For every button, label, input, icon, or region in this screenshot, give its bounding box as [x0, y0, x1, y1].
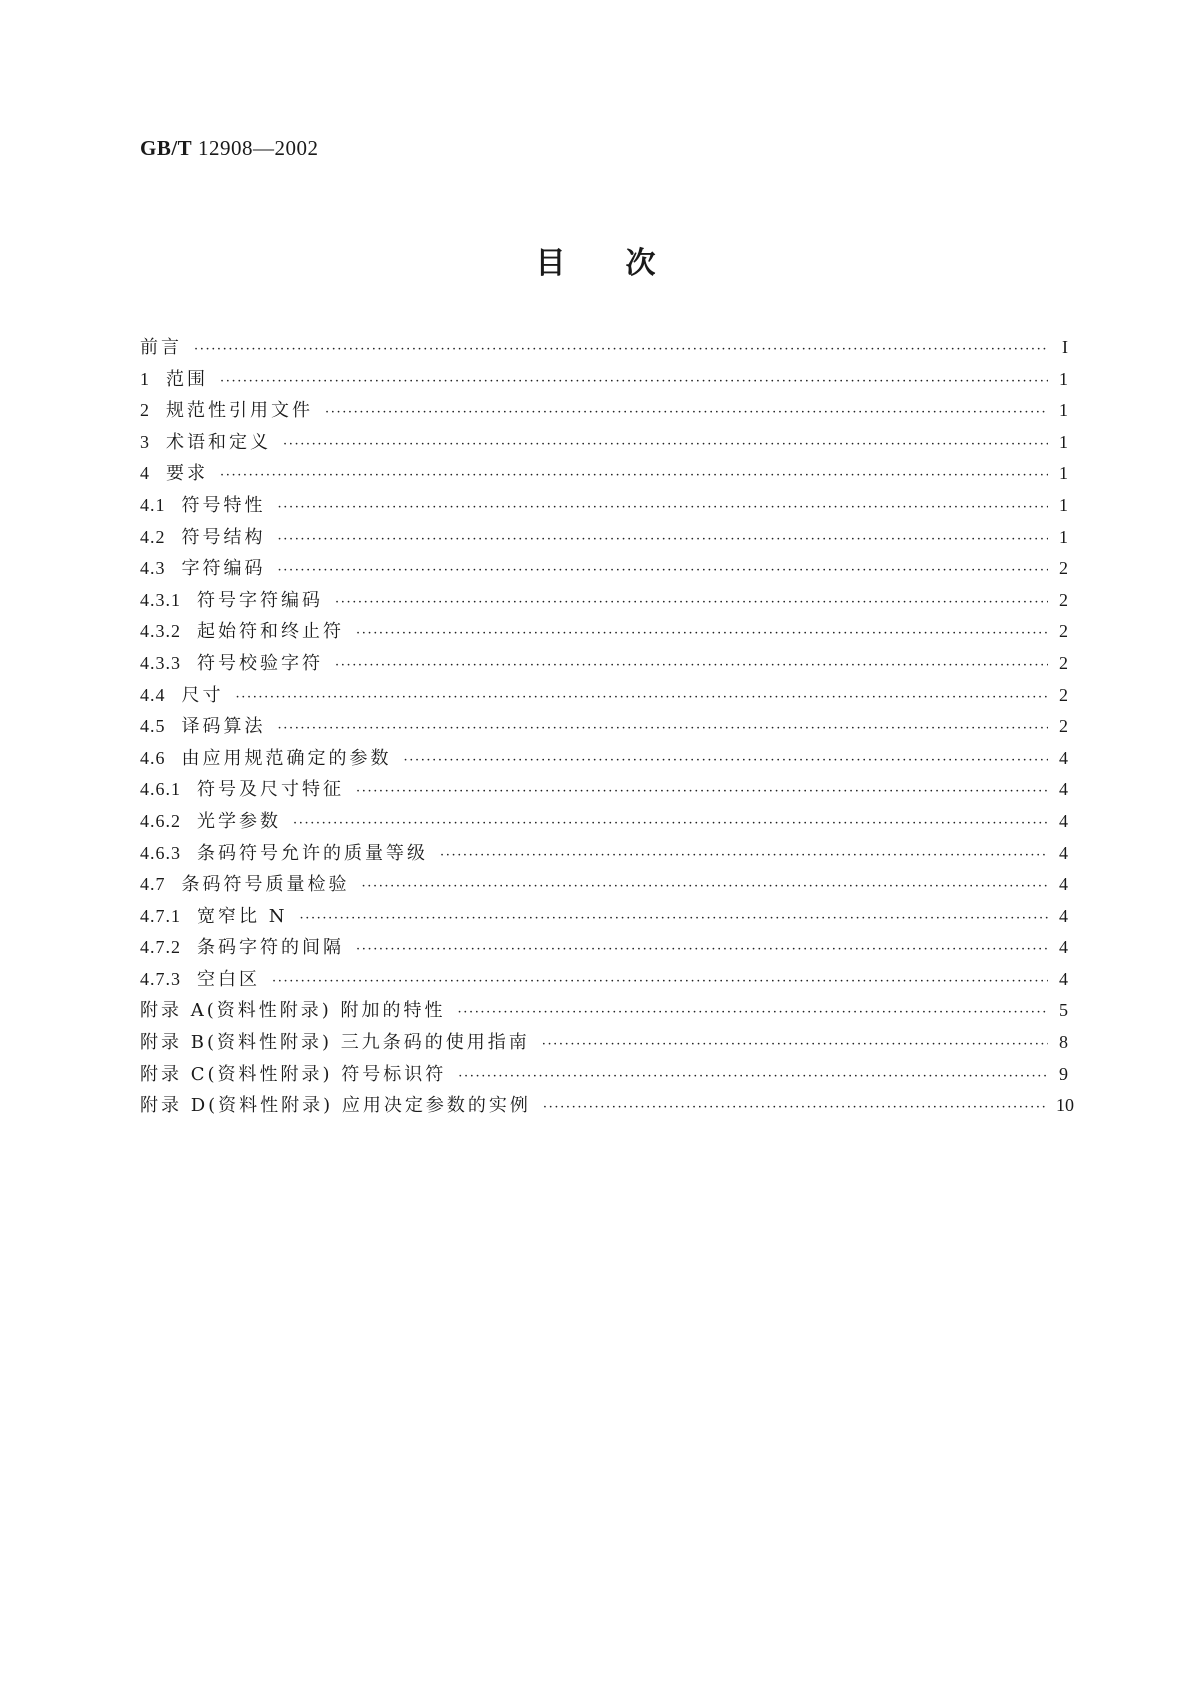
toc-entry-number: 1 — [140, 368, 150, 389]
toc-entry-number: 4.3.1 — [140, 589, 181, 610]
toc-entry-page: 4 — [1059, 968, 1068, 989]
toc-entry-page: 1 — [1059, 463, 1068, 484]
toc-leader-dots — [335, 650, 1048, 682]
toc-entry-label: 附录 D(资料性附录) 应用决定参数的实例 — [140, 1095, 531, 1117]
toc-entry-label: 前言 — [140, 337, 182, 358]
toc-leader-dots — [283, 429, 1048, 461]
toc-entry-label: 附录 C(资料性附录) 符号标识符 — [140, 1063, 447, 1085]
toc-leader-dots — [278, 713, 1049, 745]
toc-leader-dots — [458, 997, 1049, 1029]
toc-entry-number: 4 — [140, 463, 150, 484]
toc-entry — [140, 332, 1068, 364]
toc-entry-page: 4 — [1059, 874, 1068, 895]
toc-leader-dots — [278, 555, 1049, 587]
toc-entry-page: 4 — [1059, 842, 1068, 863]
toc-entry-label: 由应用规范确定的参数 — [181, 747, 392, 769]
toc-entry — [140, 1027, 1068, 1059]
toc-entry — [140, 648, 1068, 680]
toc-entry-page: 1 — [1059, 526, 1068, 547]
toc-entry-page: 10 — [1056, 1095, 1074, 1116]
toc-entry — [140, 743, 1068, 775]
toc-leader-dots — [356, 776, 1048, 808]
toc-entry-page: 1 — [1059, 400, 1068, 421]
toc-entry-label: 条码字符的间隔 — [197, 937, 344, 959]
toc-leader-dots — [278, 492, 1049, 524]
toc-entry-label: 符号字符编码 — [197, 589, 323, 611]
toc-entry — [140, 364, 1068, 396]
toc-leader-dots — [293, 808, 1048, 840]
toc-entry — [140, 1059, 1068, 1091]
toc-leader-dots — [272, 966, 1048, 998]
toc-entry — [140, 774, 1068, 806]
toc-entry-number: 4.7.2 — [140, 937, 181, 958]
toc-entry-page: 4 — [1059, 937, 1068, 958]
toc-leader-dots — [299, 903, 1048, 935]
toc-entry-number: 4.6.2 — [140, 810, 181, 831]
toc-entry — [140, 553, 1068, 585]
toc-entry-number: 4.6.1 — [140, 779, 181, 800]
toc-entry-page: 4 — [1059, 810, 1068, 831]
toc-entry-label: 空白区 — [197, 968, 260, 990]
toc-entry-label: 宽窄比 N — [197, 905, 288, 927]
toc-entry — [140, 490, 1068, 522]
toc-entry — [140, 932, 1068, 964]
toc-entry-number: 4.4 — [140, 684, 166, 705]
toc-entry-label: 符号特性 — [181, 494, 266, 516]
toc-entry — [140, 838, 1068, 870]
toc-entry-page: 8 — [1059, 1032, 1068, 1053]
toc-entry-number: 4.3.2 — [140, 621, 181, 642]
toc-entry-page: 4 — [1059, 905, 1068, 926]
toc-entry-page: 9 — [1059, 1063, 1068, 1084]
toc-entry-label: 要求 — [166, 463, 208, 485]
toc-entry-label: 译码算法 — [181, 716, 266, 738]
toc-entry-page: 2 — [1059, 716, 1068, 737]
toc-entry-label: 字符编码 — [181, 558, 266, 580]
toc-leader-dots — [356, 618, 1048, 650]
toc-entry-label: 起始符和终止符 — [197, 621, 344, 643]
toc-entry-label: 术语和定义 — [166, 431, 271, 453]
toc-entry-label: 条码符号质量检验 — [181, 874, 350, 896]
toc-entry-label: 条码符号允许的质量等级 — [197, 842, 428, 864]
toc-leader-dots — [440, 840, 1048, 872]
toc-entry-label: 附录 A(资料性附录) 附加的特性 — [140, 1000, 446, 1022]
toc-leader-dots — [542, 1029, 1048, 1061]
toc-entry-number: 4.7 — [140, 874, 166, 895]
toc-entry-page: 4 — [1059, 779, 1068, 800]
standard-code — [140, 136, 318, 161]
toc-entry-number: 4.7.1 — [140, 905, 181, 926]
toc-entry — [140, 995, 1068, 1027]
toc-entry-number: 4.2 — [140, 526, 166, 547]
toc-leader-dots — [356, 934, 1048, 966]
toc-entry — [140, 711, 1068, 743]
toc-entry-label: 符号及尺寸特征 — [197, 779, 344, 801]
toc-entry-label: 规范性引用文件 — [166, 400, 313, 422]
table-of-contents — [140, 332, 1074, 1122]
toc-entry — [140, 395, 1068, 427]
toc-entry-page: 1 — [1059, 494, 1068, 515]
toc-entry-number: 4.3.3 — [140, 652, 181, 673]
toc-entry — [140, 964, 1068, 996]
toc-entry-label: 符号校验字符 — [197, 652, 323, 674]
toc-leader-dots — [404, 745, 1049, 777]
toc-entry-label: 附录 B(资料性附录) 三九条码的使用指南 — [140, 1032, 530, 1054]
toc-entry — [140, 458, 1068, 490]
toc-entry — [140, 806, 1068, 838]
toc-entry-page: 2 — [1059, 589, 1068, 610]
toc-entry — [140, 585, 1068, 617]
toc-leader-dots — [236, 682, 1049, 714]
toc-leader-dots — [220, 366, 1048, 398]
toc-entry-number: 4.6 — [140, 747, 166, 768]
toc-entry-page: 1 — [1059, 368, 1068, 389]
toc-leader-dots — [194, 334, 1048, 366]
toc-leader-dots — [362, 871, 1049, 903]
toc-entry-page: 1 — [1059, 431, 1068, 452]
toc-entry-number: 4.7.3 — [140, 968, 181, 989]
toc-entry-number: 4.1 — [140, 494, 166, 515]
toc-title: 目次 — [535, 246, 716, 281]
toc-leader-dots — [543, 1092, 1048, 1124]
toc-leader-dots — [278, 524, 1049, 556]
toc-entry-page: 2 — [1059, 621, 1068, 642]
toc-entry — [140, 522, 1068, 554]
toc-entry-label: 尺寸 — [181, 684, 224, 706]
toc-entry-number: 4.6.3 — [140, 842, 181, 863]
toc-entry — [140, 680, 1068, 712]
toc-entry-page: I — [1062, 337, 1068, 357]
toc-entry-number: 4.5 — [140, 716, 166, 737]
toc-entry — [140, 427, 1068, 459]
toc-entry-label: 符号结构 — [181, 526, 266, 548]
toc-leader-dots — [335, 587, 1048, 619]
toc-entry-number: 4.3 — [140, 558, 166, 579]
toc-entry — [140, 616, 1068, 648]
toc-entry-page: 5 — [1059, 1000, 1068, 1021]
toc-entry-label: 范围 — [166, 368, 208, 390]
toc-entry-number: 2 — [140, 400, 150, 421]
toc-leader-dots — [458, 1061, 1048, 1093]
toc-entry — [140, 1090, 1074, 1122]
toc-entry-page: 2 — [1059, 684, 1068, 705]
toc-leader-dots — [325, 397, 1048, 429]
toc-leader-dots — [220, 460, 1048, 492]
toc-entry — [140, 901, 1068, 933]
toc-entry — [140, 869, 1068, 901]
toc-entry-label: 光学参数 — [197, 810, 281, 832]
toc-entry-page: 2 — [1059, 558, 1068, 579]
toc-entry-page: 2 — [1059, 652, 1068, 673]
toc-entry-number: 3 — [140, 431, 150, 452]
toc-entry-page: 4 — [1059, 747, 1068, 768]
standard-prefix: GB/T — [140, 136, 193, 160]
standard-number: 12908—2002 — [197, 136, 319, 160]
